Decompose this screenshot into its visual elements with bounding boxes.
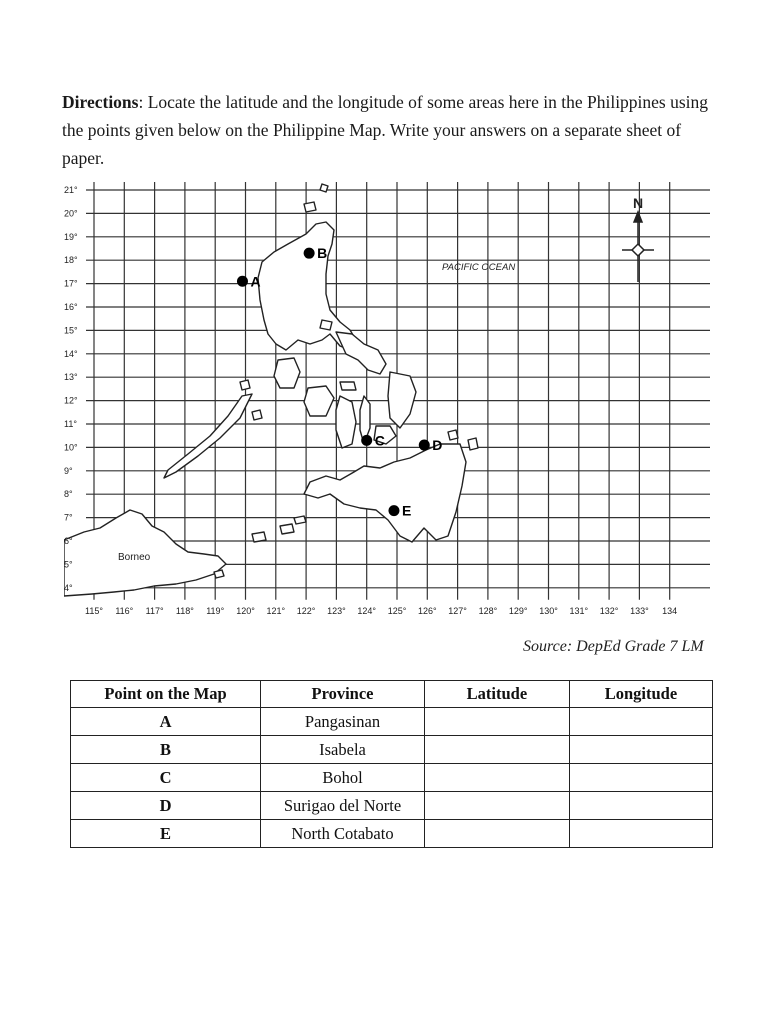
- longitude-label: 116°: [115, 605, 134, 616]
- mindoro-landmass: [274, 358, 300, 388]
- sulu-island-2: [294, 516, 306, 524]
- latitude-labels: [64, 185, 78, 593]
- source-caption: Source: DepEd Grade 7 LM: [523, 638, 704, 655]
- latitude-cell[interactable]: [424, 736, 569, 764]
- latitude-label: 14°: [64, 348, 78, 359]
- longitude-label: 120°: [236, 605, 255, 616]
- longitude-label: 134: [662, 605, 678, 616]
- longitude-label: 119°: [206, 605, 225, 616]
- province-cell: Surigao del Norte: [261, 792, 425, 820]
- siargao-island: [468, 438, 478, 450]
- borneo-label: Borneo: [118, 552, 151, 563]
- longitude-label: 115°: [85, 605, 103, 616]
- longitude-cell[interactable]: [569, 736, 712, 764]
- latitude-label: 9°: [64, 465, 73, 476]
- latitude-label: 15°: [64, 325, 78, 336]
- header-latitude: Latitude: [424, 681, 569, 708]
- longitude-cell[interactable]: [569, 820, 712, 848]
- province-cell: Isabela: [261, 736, 425, 764]
- table-header-row: [71, 681, 713, 708]
- latitude-label: 18°: [64, 255, 78, 266]
- map-point-e: [388, 505, 399, 516]
- longitude-cell[interactable]: [569, 764, 712, 792]
- longitude-label: 126°: [417, 605, 437, 616]
- palawan-landmass: [164, 394, 252, 478]
- latitude-label: 20°: [64, 208, 78, 219]
- header-longitude: Longitude: [569, 681, 712, 708]
- latitude-cell[interactable]: [424, 820, 569, 848]
- table-row: [71, 708, 713, 736]
- latitude-label: 12°: [64, 395, 78, 406]
- panay-landmass: [304, 386, 334, 416]
- point-cell: B: [71, 736, 261, 764]
- map-point-d: [419, 440, 430, 451]
- longitude-labels: [85, 606, 677, 616]
- compass-rose: [622, 195, 654, 282]
- latitude-label: 5°: [64, 559, 73, 570]
- longitude-label: 132°: [599, 605, 619, 616]
- longitude-label: 123°: [327, 605, 346, 616]
- directions-paragraph: [62, 88, 722, 172]
- latitude-label: 17°: [64, 278, 78, 289]
- point-cell: D: [71, 792, 261, 820]
- map-point-c: [361, 435, 372, 446]
- longitude-cell[interactable]: [569, 792, 712, 820]
- province-cell: Pangasinan: [261, 708, 425, 736]
- table-row: [71, 764, 713, 792]
- longitude-label: 128°: [478, 605, 498, 616]
- longitude-label: 117°: [145, 605, 164, 616]
- longitude-cell[interactable]: [569, 708, 712, 736]
- point-cell: E: [71, 820, 261, 848]
- landmasses: [64, 184, 478, 596]
- longitude-label: 133°: [630, 605, 649, 616]
- latitude-label: 16°: [64, 302, 78, 312]
- directions-text: : Locate the latitude and the longitude of some areas here in the Philippines using the points given below on the Philippine Map. Write your answers on a separate sheet of paper.: [62, 92, 709, 168]
- samar-landmass: [388, 372, 416, 428]
- longitude-label: 118°: [175, 605, 194, 616]
- point-cell: C: [71, 764, 261, 792]
- point-cell: A: [71, 708, 261, 736]
- latitude-label: 11°: [64, 419, 77, 429]
- philippine-grid-map: [64, 182, 710, 624]
- directions-lead: Directions: [62, 92, 139, 112]
- latitude-cell[interactable]: [424, 764, 569, 792]
- map-point-label: E: [401, 502, 412, 519]
- latitude-label: 8°: [64, 489, 73, 500]
- north-label: N: [633, 195, 644, 211]
- map-point-label: D: [432, 437, 443, 454]
- answer-table: [70, 680, 713, 848]
- header-province: Province: [261, 681, 425, 708]
- latitude-label: 4°: [64, 582, 73, 593]
- babuyan-island: [304, 202, 316, 212]
- longitude-label: 127°: [448, 605, 467, 616]
- longitude-label: 131°: [569, 605, 589, 616]
- batanes-island: [320, 184, 328, 192]
- sulu-island: [252, 532, 266, 542]
- polillo-island: [320, 320, 332, 330]
- longitude-label: 121°: [266, 605, 286, 616]
- longitude-label: 129°: [508, 605, 528, 616]
- latitude-label: 7°: [64, 512, 73, 523]
- compass-center: [632, 244, 644, 256]
- header-point: Point on the Map: [71, 681, 261, 708]
- latitude-label: 21°: [64, 185, 78, 195]
- province-cell: North Cotabato: [261, 820, 425, 848]
- longitude-label: 122°: [296, 605, 316, 616]
- cuyo-island: [252, 410, 262, 420]
- luzon-landmass: [258, 222, 356, 350]
- latitude-label: 10°: [64, 442, 78, 453]
- longitude-label: 130°: [539, 605, 558, 616]
- province-cell: Bohol: [261, 764, 425, 792]
- latitude-label: 6°: [64, 536, 73, 546]
- table-row: [71, 792, 713, 820]
- masbate-island: [340, 382, 356, 390]
- map-point-a: [237, 276, 248, 287]
- negros-landmass: [336, 396, 356, 448]
- table-row: [71, 820, 713, 848]
- longitude-label: 124°: [357, 605, 377, 616]
- map-point-b: [304, 248, 315, 259]
- latitude-label: 13°: [64, 372, 78, 383]
- latitude-cell[interactable]: [424, 708, 569, 736]
- basilan-island: [280, 524, 294, 534]
- bicol-landmass: [336, 332, 386, 374]
- pacific-ocean-label: PACIFIC OCEAN: [442, 262, 516, 273]
- map-point-label: C: [374, 432, 385, 449]
- map-point-label: B: [317, 245, 328, 262]
- longitude-label: 125°: [387, 605, 407, 616]
- table-row: [71, 736, 713, 764]
- mindanao-landmass: [304, 444, 466, 542]
- map-point-label: A: [250, 273, 261, 290]
- tawi-island: [214, 570, 224, 578]
- latitude-cell[interactable]: [424, 792, 569, 820]
- calamian-island: [240, 380, 250, 390]
- latitude-label: 19°: [64, 231, 78, 242]
- dinagat-island: [448, 430, 458, 440]
